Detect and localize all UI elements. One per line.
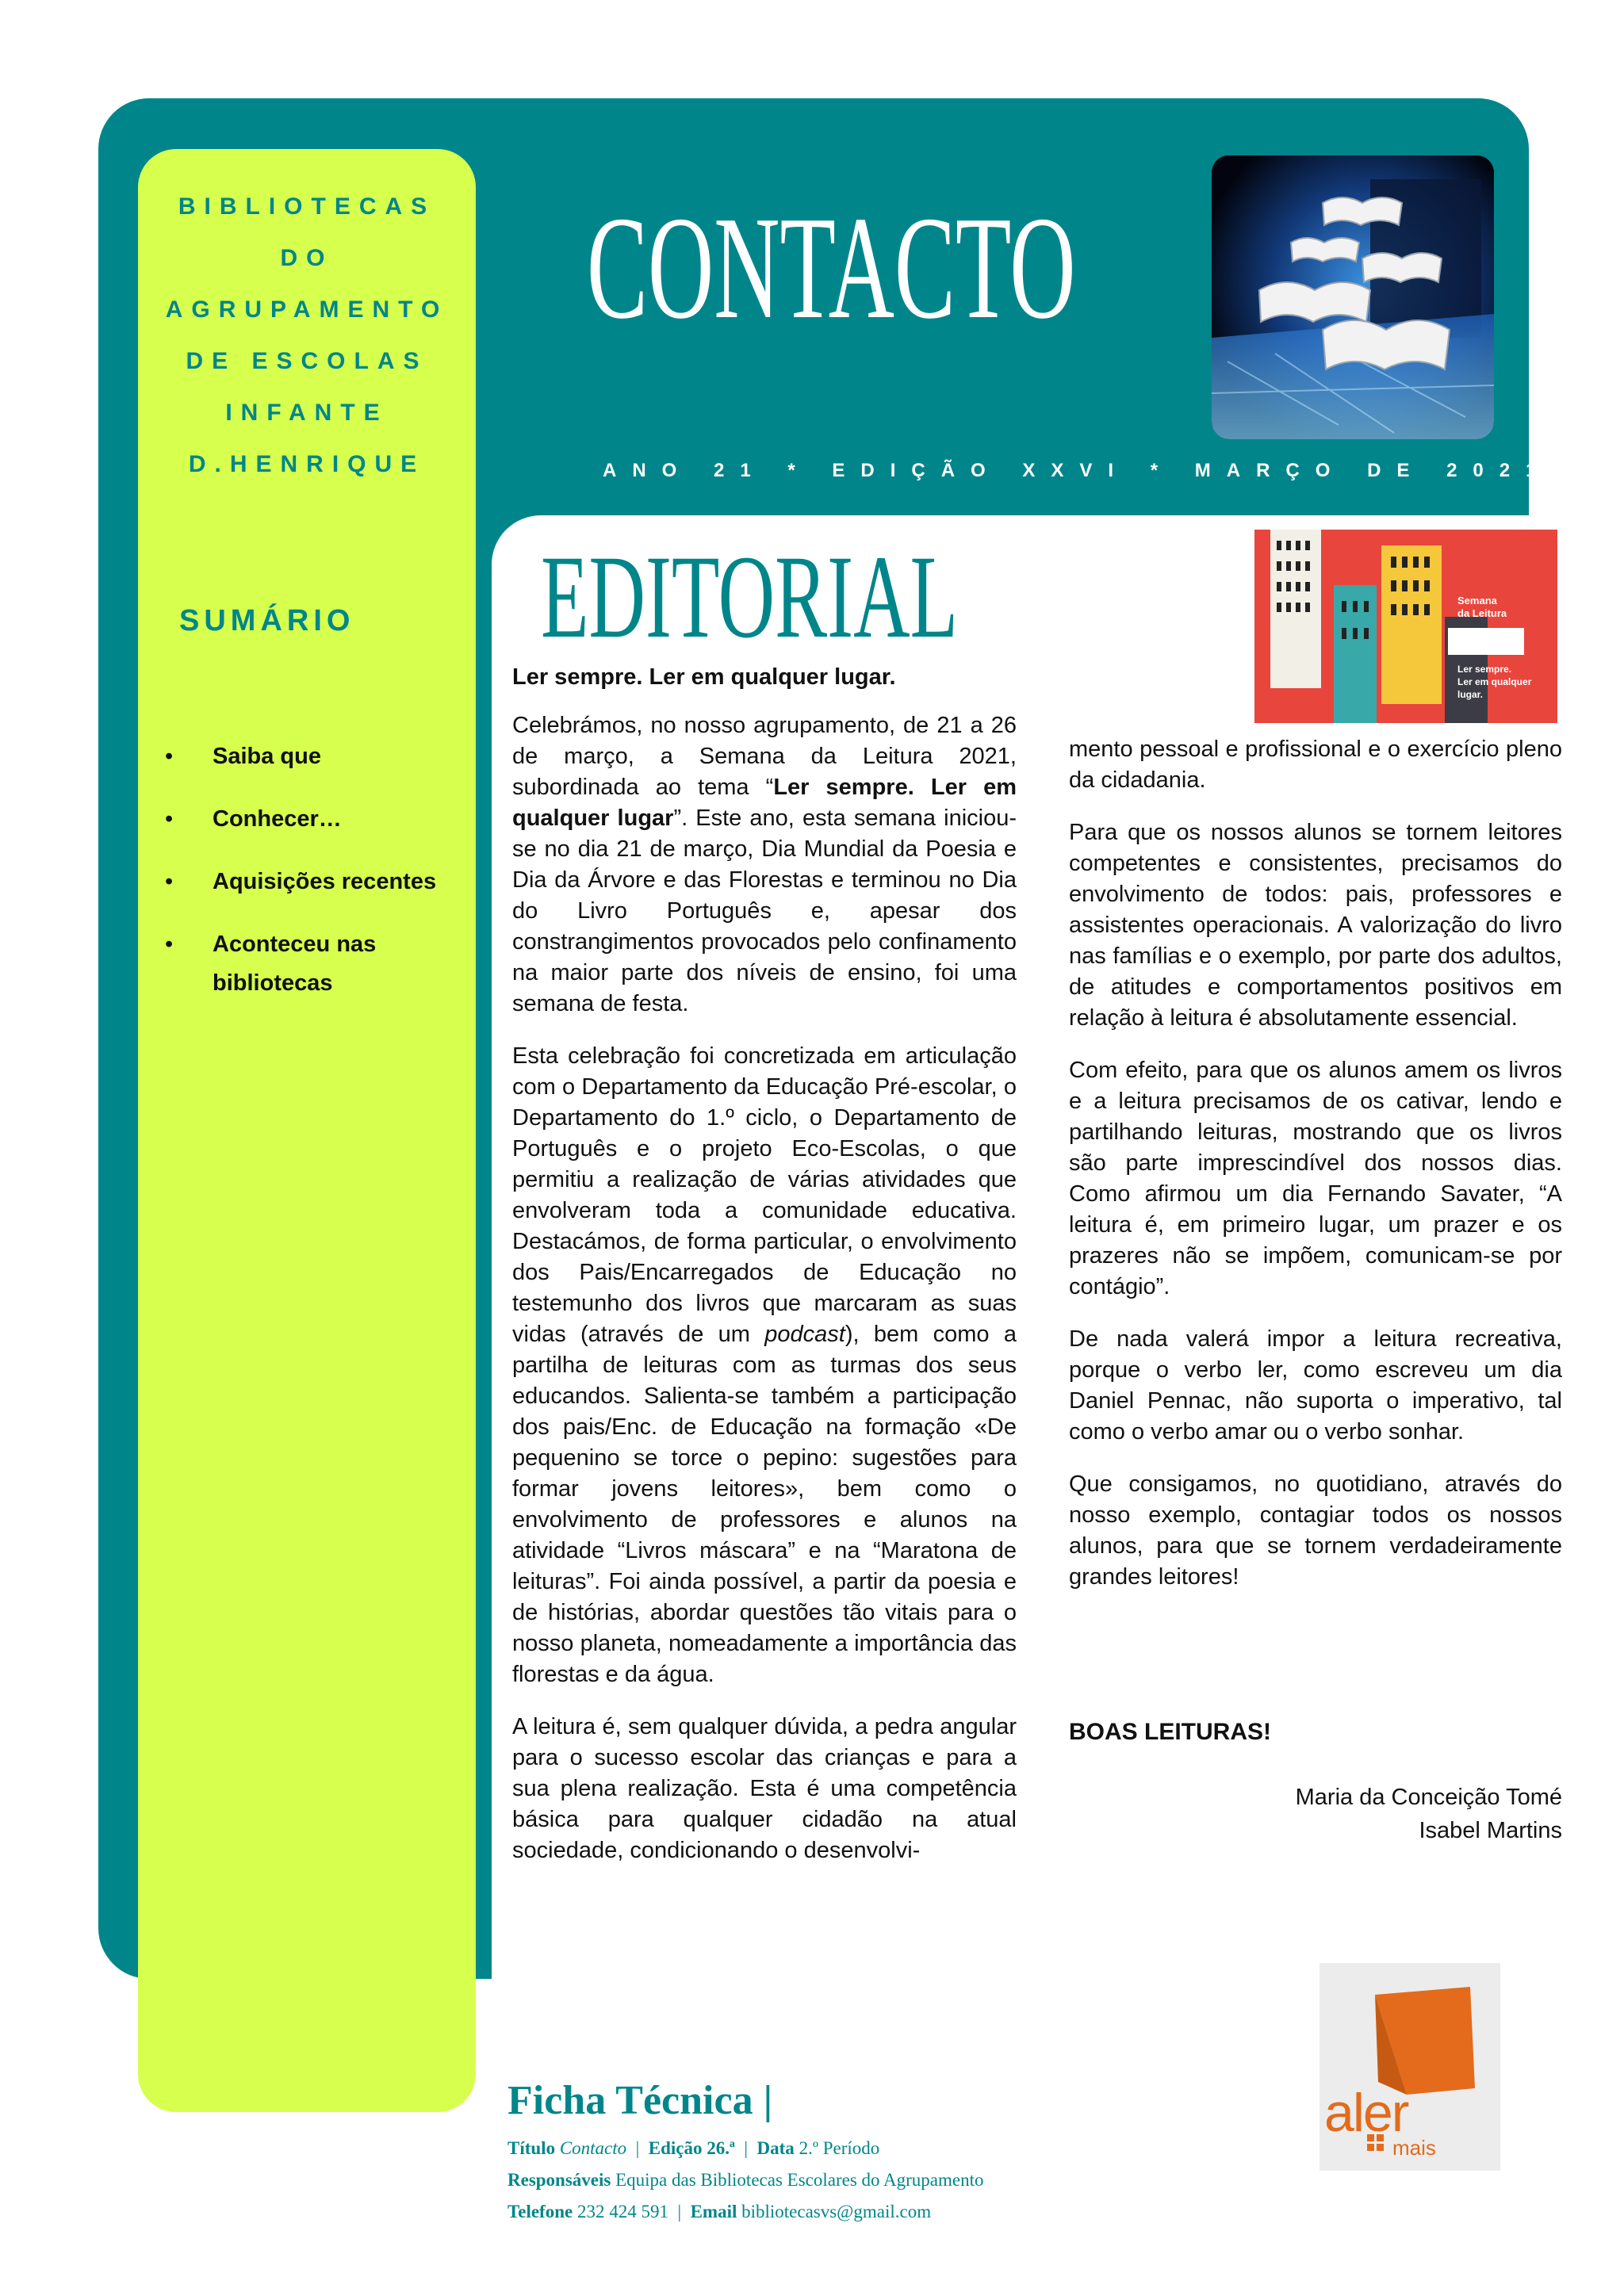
newsletter-title: CONTACTO xyxy=(587,186,1076,350)
responsible-label: Responsáveis xyxy=(508,2170,611,2190)
aler-mais-logo xyxy=(1320,1963,1500,2171)
reading-week-motto-line1: Ler sempre. xyxy=(1457,664,1512,675)
flying-books-illustration xyxy=(1212,155,1494,439)
editorial-paragraph: De nada valerá impor a leitura recreativa, porque o verbo ler, como escreveu um dia Daniel Pennac, não suporta o imperativo, tal como o verbo amar ou o verbo sonhar. xyxy=(1069,1326,1562,1445)
logo-subtext: mais xyxy=(1392,2136,1436,2160)
summary-heading: SUMÁRIO xyxy=(179,604,355,637)
editorial-paragraph: Que consigamos, no quotidiano, através do nosso exemplo, contagiar todos os nossos alunos, para que se tornem verdadeiramente grandes leitores! xyxy=(1069,1471,1562,1590)
editorial-paragraph xyxy=(512,710,1017,1020)
reading-week-motto-line3: lugar. xyxy=(1457,689,1484,700)
reading-week-motto-line2: Ler em qualquer xyxy=(1457,676,1532,687)
technical-sheet-row: Telefone 232 424 591 | Email bibliotecasvs@gmail.com xyxy=(508,2202,932,2221)
editorial-paragraph: A leitura é, sem qualquer dúvida, a pedra angular para o sucesso escolar das crianças e para a sua plena realização. Esta é uma competência básica para qualquer cidadão na atual sociedade, condicionando o desenvolvi- xyxy=(512,1714,1017,1863)
phone-label: Telefone xyxy=(508,2202,573,2221)
summary-list xyxy=(165,737,466,1027)
reading-week-title-line2: da Leitura xyxy=(1457,607,1507,619)
theme-emphasis: Ler sempre. Ler em qualquer lugar xyxy=(512,775,1017,831)
summary-item: • Aconteceu nas bibliotecas xyxy=(165,925,466,1003)
summary-item: • Saiba que xyxy=(165,737,466,776)
reading-week-illustration xyxy=(1254,530,1557,723)
reading-week-title-line1: Semana xyxy=(1457,595,1497,607)
date-value: 2.º Período xyxy=(799,2138,880,2158)
technical-sheet-row xyxy=(508,2164,1221,2196)
editorial-lead: Ler sempre. Ler em qualquer lugar. xyxy=(512,664,896,690)
editorial-paragraph: Com efeito, para que os alunos amem os livros e a leitura precisamos de os cativar, lendo e partilhando leituras, mostrando que os livros são parte imprescindível dos nossos dias. Como afirmou um dia Fernando Savater, “A leitura é, em primeiro lugar, um prazer e os prazeres não se impõem, comunicam-se por contágio”. xyxy=(1069,1058,1562,1299)
phone-value: 232 424 591 xyxy=(576,2202,668,2221)
technical-sheet xyxy=(508,2133,1221,2228)
technical-sheet-heading: Ficha Técnica | xyxy=(508,2078,773,2123)
editorial-paragraph xyxy=(512,1041,1017,1690)
editorial-paragraph: mento pessoal e profissional e o exercício pleno da cidadania. xyxy=(1069,737,1562,793)
email-label: Email xyxy=(690,2202,737,2221)
organization-name: BIBLIOTECAS DO AGRUPAMENTO DE ESCOLAS INFANTE D.HENRIQUE xyxy=(165,193,449,477)
technical-sheet-row: Título Contacto | Edição 26.ª | Data 2.º Período xyxy=(508,2138,880,2158)
editorial-paragraph: Para que os nossos alunos se tornem leitores competentes e consistentes, precisamos do envolvimento de todos: pais, professores e assistentes operacionais. A valorização do livro nas famílias e o exemplo, por parte dos adultos, de atitudes e comportamentos positivos em relação à leitura é absolutamente essencial. xyxy=(1069,820,1562,1031)
reading-week-image xyxy=(1254,530,1557,723)
summary-item: • Aquisições recentes xyxy=(165,863,466,901)
signature-name: Isabel Martins xyxy=(1419,1818,1562,1843)
title-label: Título xyxy=(508,2138,556,2158)
text-run: ”. Este ano, esta semana iniciou-se no dia 21 de março, Dia Mundial da Poesia e Dia da Árvore e das Florestas e terminou no Dia do Livro Português e, apesar dos constrangimentos provocados pelo confinamento na maior parte dos níveis de ensino, foi uma semana de festa. xyxy=(512,806,1017,1016)
editorial-column-left xyxy=(512,710,1017,1888)
signatures xyxy=(1189,1781,1562,1847)
signature-name: Maria da Conceição Tomé xyxy=(1295,1785,1562,1810)
closing-line: BOAS LEITURAS! xyxy=(1069,1719,1271,1745)
edition-line: ANO 21 * EDIÇÃO XXVI * MARÇO DE 2021 xyxy=(603,460,1553,481)
editorial-column-right xyxy=(1069,734,1562,1614)
logo-text: aler xyxy=(1324,2083,1408,2143)
editorial-heading: EDITORIAL xyxy=(541,531,959,663)
email-value: bibliotecasvs@gmail.com xyxy=(741,2202,932,2221)
text-run: Celebrámos, no nosso agrupamento, de 21 a 26 de março, a Semana da Leitura 2021, subordinada ao tema “ xyxy=(512,713,1017,800)
edition-label: Edição xyxy=(648,2138,703,2158)
summary-item: • Conhecer… xyxy=(165,800,466,839)
title-value: Contacto xyxy=(559,2138,627,2158)
text-run: ), bem como a partilha de leituras com as turmas dos seus educandos. Salienta-se também a participação dos pais/Enc. de Educação na formação «De pequenino se torce o pepino: sugestões para formar jovens leitores», bem como o envolvimento de professores e alunos na atividade “Livros máscara” e na “Maratona de leituras”. Foi ainda possível, a partir da poesia e de histórias, abordar questões tão vitais para o nosso planeta, nomeadamente a importância das florestas e da água. xyxy=(512,1322,1017,1687)
flying-books-image xyxy=(1212,155,1494,439)
edition-value: 26.ª xyxy=(707,2138,735,2158)
date-label: Data xyxy=(756,2138,795,2158)
text-run: Esta celebração foi concretizada em articulação com o Departamento da Educação Pré-escolar, o Departamento do 1.º ciclo, o Departamento de Português e o projeto Eco-Escolas, o que permitiu a realização de várias atividades que envolveram toda a comunidade educativa. Destacámos, de forma particular, o envolvimento dos Pais/Encarregados de Educação no testemunho dos livros que marcaram as suas vidas (através de um xyxy=(512,1043,1017,1347)
podcast-emphasis: podcast xyxy=(764,1322,845,1347)
responsible-value: Equipa das Bibliotecas Escolares do Agrupamento xyxy=(615,2170,984,2190)
